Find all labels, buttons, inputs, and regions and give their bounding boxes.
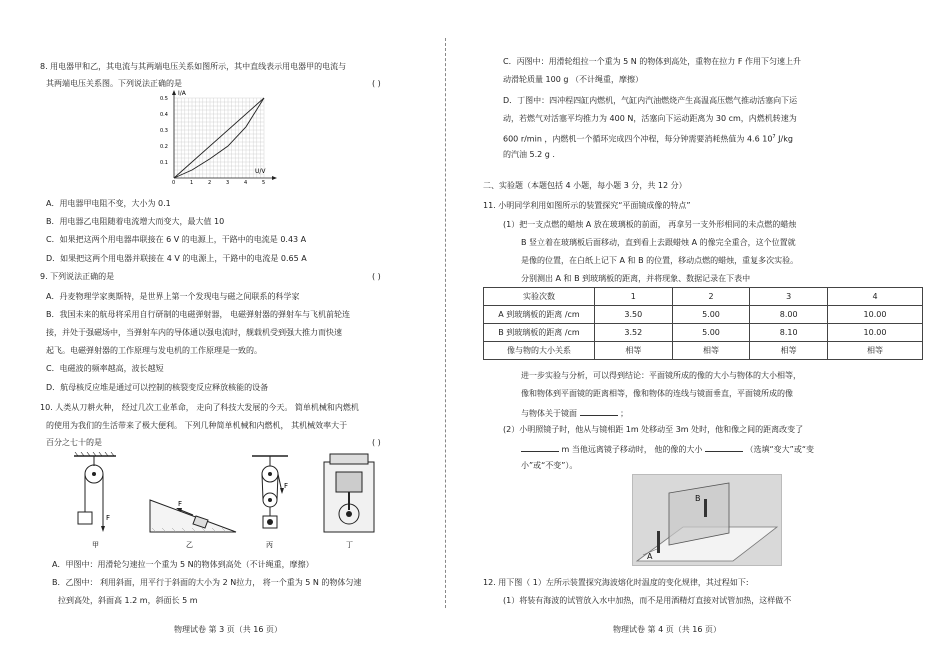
fig-bing-label: 丙 bbox=[266, 541, 273, 549]
q9-option-b-line3: 起飞。电磁弹射器的工作原理与发电机的工作原理是一致的。 bbox=[46, 346, 262, 355]
fig-f-label-yi: F bbox=[178, 500, 183, 508]
chart-ylabel: I/A bbox=[178, 90, 186, 97]
table-header-cell: 2 bbox=[672, 288, 750, 306]
q9-option-b-line1: B．我国未来的航母将采用自行研制的电磁弹射器， 电磁弹射器的弹射车与飞机前轮连 bbox=[46, 310, 351, 319]
mirror-experiment-photo bbox=[632, 474, 782, 566]
x-tick-label: 4 bbox=[244, 180, 248, 184]
q11-conclusion-line3-end: ； bbox=[620, 409, 629, 418]
table-cell: 相等 bbox=[672, 342, 750, 360]
iu-chart bbox=[150, 88, 280, 184]
q11-conclusion-line3 bbox=[521, 407, 628, 419]
page-footer-right: 物理试卷 第 4 页（共 16 页） bbox=[613, 625, 721, 634]
q11-data-table bbox=[483, 287, 923, 360]
photo-label-a: A bbox=[647, 552, 653, 561]
q10-line1: 10. 人类从刀耕火种， 经过几次工业革命， 走向了科技大发展的今天。 简单机械和内燃机 bbox=[40, 403, 359, 412]
q11-conclusion-line3-text: 与物体关于镜面 bbox=[521, 409, 577, 418]
table-cell: 相等 bbox=[827, 342, 922, 360]
q8-line2: 其两端电压关系图。下列说法正确的是 bbox=[46, 79, 182, 88]
q11-part2-line2 bbox=[521, 443, 814, 455]
table-cell: 5.00 bbox=[672, 306, 750, 324]
x-tick-label: 5 bbox=[262, 180, 266, 184]
q10-option-d-line3-text: 600 r/min ，内燃机一个循环完成四个冲程，每分钟需要消耗热值为 4.6 10 bbox=[503, 134, 773, 144]
table-row bbox=[484, 306, 923, 324]
table-header-cell: 1 bbox=[595, 288, 673, 306]
q8-option-a: A．用电器甲电阻不变，大小为 0.1 bbox=[46, 199, 171, 208]
right-page bbox=[447, 0, 950, 671]
q9-option-b-line2: 接，并处于强磁场中，当弹射车内的导体通以强电流时，舰载机受到强大推力而快速 bbox=[46, 328, 342, 337]
table-cell: 5.00 bbox=[672, 324, 750, 342]
q10-line2: 的使用为我们的生活带来了极大便利。 下列几种简单机械和内燃机， 其机械效率大于 bbox=[46, 421, 348, 430]
q10-line3: 百分之七十的是 bbox=[46, 438, 102, 447]
q11-part2-line2-text: m 当他远离镜子移动时， 他的像的大小 bbox=[561, 445, 703, 454]
y-tick-label: 0.2 bbox=[160, 144, 168, 150]
page-divider bbox=[445, 38, 446, 608]
fig-jia-label: 甲 bbox=[92, 541, 99, 549]
page-footer-left: 物理试卷 第 3 页（共 16 页） bbox=[174, 625, 282, 634]
y-tick-label: 0.3 bbox=[160, 128, 168, 134]
table-cell: 10.00 bbox=[827, 324, 922, 342]
fig-jia-pulley bbox=[74, 452, 116, 549]
q8-option-d: D．如果把这两个用电器并联接在 4 V 的电源上，干路中的电流是 0.65 A bbox=[46, 254, 307, 263]
q8-option-c: C．如果把这两个用电器串联接在 6 V 的电源上，干路中的电流是 0.43 A bbox=[46, 235, 307, 244]
q9-line1: 9. 下列说法正确的是 bbox=[40, 272, 115, 281]
q12-line2: (1）将装有海波的试管放入水中加热，而不是用酒精灯直接对试管加热，这样做不 bbox=[503, 596, 792, 605]
photo-label-b: B bbox=[695, 494, 701, 503]
answer-blank[interactable] bbox=[705, 443, 743, 452]
q11-part2-line1: (2）小明照镜子时，他从与镜相距 1m 处移动至 3m 处时，他和像之间的距离改变了 bbox=[503, 425, 804, 434]
q10-option-d-line3 bbox=[503, 132, 793, 145]
q9-option-d: D．航母核反应堆是通过可以控制的核裂变反应释放核能的设备 bbox=[46, 383, 269, 392]
q10-option-c-line2: 动滑轮质量 100 g （不计绳重，摩擦） bbox=[503, 75, 643, 84]
q10-option-c-line1: C．丙图中：用滑轮组拉一个重为 5 N 的物体到高处，重物在拉力 F 作用下匀速上升 bbox=[503, 57, 801, 66]
table-row bbox=[484, 324, 923, 342]
table-row bbox=[484, 342, 923, 360]
fig-bing-pulley-block bbox=[252, 456, 288, 549]
answer-blank[interactable] bbox=[521, 443, 559, 452]
q9-option-a: A．丹麦物理学家奥斯特，是世界上第一个发现电与磁之间联系的科学家 bbox=[46, 292, 300, 301]
q11-part1-line3: 是像的位置，在白纸上记下 A 和 B 的位置，移动点燃的蜡烛，重复多次实验。 bbox=[521, 256, 799, 265]
q8-answer-paren: ( ) bbox=[372, 79, 381, 88]
q9-answer-paren: ( ) bbox=[372, 272, 381, 281]
q11-part2-line2-end: （选填“变大”或“变 bbox=[745, 445, 814, 454]
fig-yi-incline bbox=[150, 500, 236, 549]
section-heading-experiments: 二、实验题（本题包括 4 小题，每小题 3 分，共 12 分） bbox=[483, 181, 687, 190]
q10-answer-paren: ( ) bbox=[372, 438, 381, 447]
q11-conclusion-line1: 进一步实验与分析，可以得到结论：平面镜所成的像的大小与物体的大小相等， bbox=[521, 371, 801, 380]
x-tick-label: 2 bbox=[208, 180, 212, 184]
y-tick-label: 0.4 bbox=[160, 112, 168, 118]
q11-conclusion-line2: 像和物体到平面镜的距离相等，像和物体的连线与镜面垂直，平面镜所成的像 bbox=[521, 389, 793, 398]
q10-option-d-line4: 的汽油 5.2 g . bbox=[503, 150, 555, 159]
table-cell: 8.00 bbox=[750, 306, 828, 324]
table-cell: 相等 bbox=[750, 342, 828, 360]
q11-part2-line3: 小”或“不变”）。 bbox=[521, 461, 578, 470]
table-cell: 3.52 bbox=[595, 324, 673, 342]
q9-option-c: C．电磁波的频率越高，波长越短 bbox=[46, 364, 164, 373]
q11-part1-line4: 分别测出 A 和 B 到玻璃板的距离，并将现象、数据记录在下表中 bbox=[521, 274, 751, 283]
x-tick-label: 1 bbox=[190, 180, 194, 184]
table-header-cell: 4 bbox=[827, 288, 922, 306]
y-tick-label: 0.5 bbox=[160, 96, 168, 102]
q10-option-d-line3-unit: J/kg bbox=[775, 134, 793, 144]
q10-option-a: A．甲图中：用滑轮匀速拉一个重为 5 N的物体到高处（不计绳重，摩擦） bbox=[52, 560, 314, 569]
q8-option-b: B．用电器乙电阻随着电流增大而变大，最大值 10 bbox=[46, 217, 225, 226]
fig-ding-label: 丁 bbox=[346, 541, 353, 549]
q12-line1: 12. 用下图（ 1）左所示装置探究海波熔化时温度的变化规律，其过程如下: bbox=[483, 578, 749, 587]
table-cell: 相等 bbox=[595, 342, 673, 360]
exponent: 7 bbox=[772, 134, 776, 140]
q8-line1: 8. 用电器甲和乙，其电流与其两端电压关系如图所示，其中直线表示用电器甲的电流与 bbox=[40, 62, 347, 71]
y-tick-label: 0.1 bbox=[160, 160, 168, 166]
q10-option-d-line1: D．丁图中：四冲程四缸内燃机，气缸内汽油燃烧产生高温高压燃气推动活塞向下运 bbox=[503, 96, 798, 105]
table-cell: 3.50 bbox=[595, 306, 673, 324]
fig-f-label-bing: F bbox=[284, 482, 289, 490]
fig-yi-label: 乙 bbox=[186, 541, 193, 549]
x-tick-label: 3 bbox=[226, 180, 230, 184]
table-cell: B 到玻璃板的距离 /cm bbox=[484, 324, 595, 342]
table-cell: 10.00 bbox=[827, 306, 922, 324]
fig-ding-engine bbox=[324, 454, 374, 549]
chart-ticks bbox=[160, 96, 265, 184]
q10-option-d-line2: 动，若燃气对活塞平均推力为 400 N，活塞向下运动距离为 30 cm，内燃机转速为 bbox=[503, 114, 797, 123]
q11-part1-line1: (1）把一支点燃的蜡烛 A 放在玻璃板的前面， 再拿另一支外形相同的未点燃的蜡烛 bbox=[503, 220, 797, 229]
table-header-cell: 3 bbox=[750, 288, 828, 306]
table-header-cell: 实验次数 bbox=[484, 288, 595, 306]
q10-figure bbox=[66, 452, 386, 552]
q10-option-b-line1: B．乙图中： 利用斜面，用平行于斜面的大小为 2 N拉力， 将一个重为 5 N 的物体匀速 bbox=[52, 578, 362, 587]
answer-blank[interactable] bbox=[580, 407, 618, 416]
table-cell: A 到玻璃板的距离 /cm bbox=[484, 306, 595, 324]
table-cell: 8.10 bbox=[750, 324, 828, 342]
q10-option-b-line2: 拉到高处，斜面高 1.2 m，斜面长 5 m bbox=[58, 596, 198, 605]
left-page bbox=[0, 0, 445, 671]
table-cell: 像与物的大小关系 bbox=[484, 342, 595, 360]
x-tick-label: 0 bbox=[172, 180, 176, 184]
q11-part1-line2: B 竖立着在玻璃板后面移动，直到看上去跟蜡烛 A 的像完全重合，这个位置就 bbox=[521, 238, 796, 247]
table-header-row bbox=[484, 288, 923, 306]
q11-line1: 11. 小明同学利用如图所示的装置探究“平面镜成像的特点” bbox=[483, 201, 691, 210]
chart-xlabel: U/V bbox=[255, 168, 266, 175]
fig-f-label-jia: F bbox=[106, 514, 111, 522]
